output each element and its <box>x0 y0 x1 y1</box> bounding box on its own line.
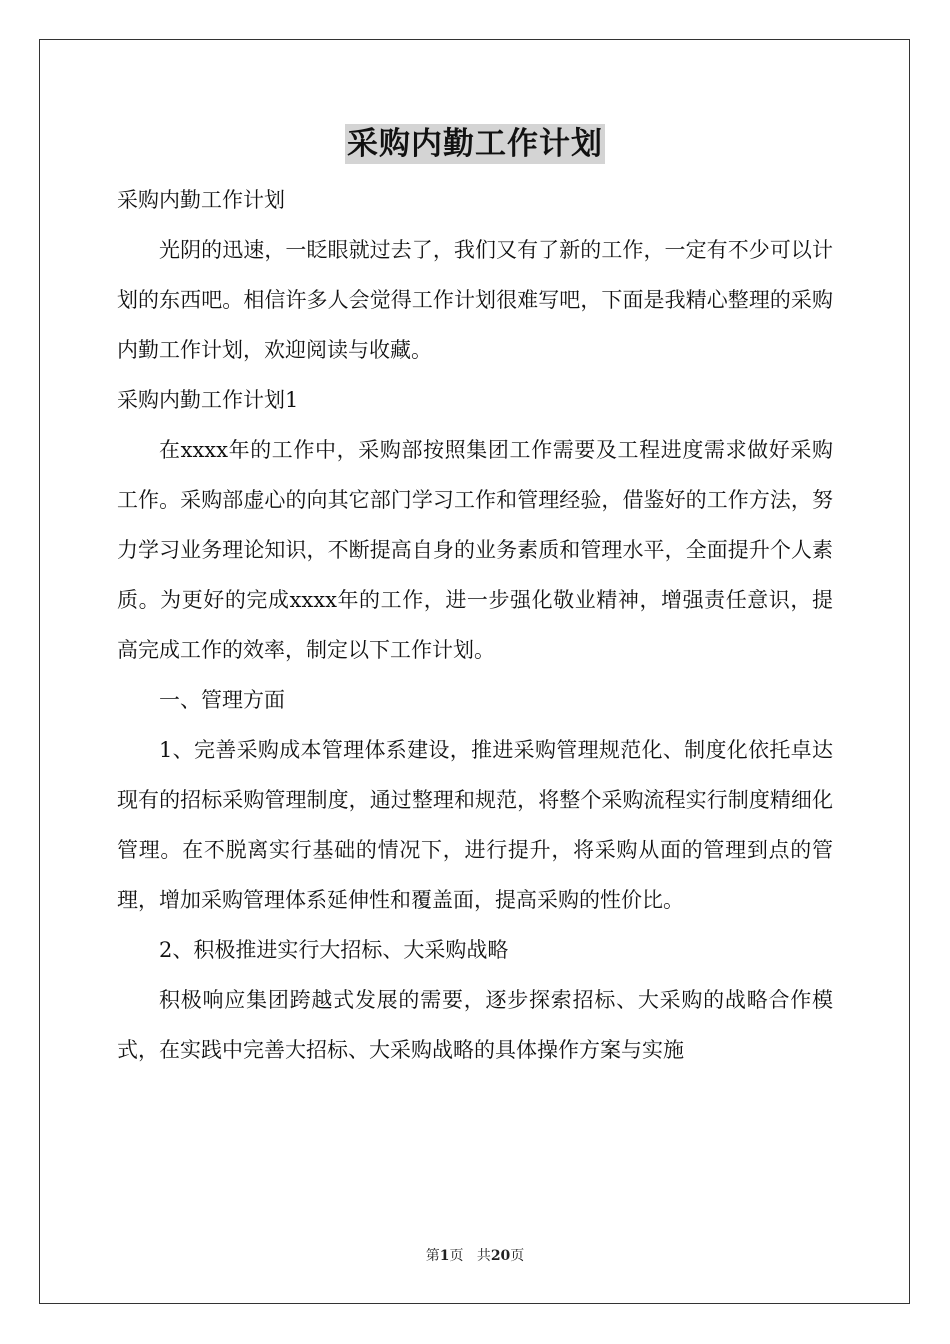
body-paragraph: 积极响应集团跨越式发展的需要，逐步探索招标、大采购的战略合作模式，在实践中完善大招标、大采购战略的具体操作方案与实施 <box>117 988 833 1062</box>
document-body <box>117 175 833 1075</box>
footer-total-suffix: 页 <box>510 1248 525 1264</box>
title-wrap <box>0 124 950 164</box>
body-paragraph: 1、完善采购成本管理体系建设，推进采购管理规范化、制度化依托卓达现有的招标采购管理制度，通过整理和规范，将整个采购流程实行制度精细化管理。在不脱离实行基础的情况下，进行提升，将采购从面的管理到点的管理，增加采购管理体系延伸性和覆盖面，提高采购的性价比。 <box>117 738 833 912</box>
footer-page-suffix: 页 <box>449 1248 464 1264</box>
footer-page-number: 1 <box>439 1248 450 1264</box>
body-paragraph: 在xxxx年的工作中，采购部按照集团工作需要及工程进度需求做好采购工作。采购部虚心的向其它部门学习工作和管理经验，借鉴好的工作方法，努力学习业务理论知识，不断提高自身的业务素质和管理水平，全面提升个人素质。为更好的完成xxxx年的工作，进一步强化敬业精神，增强责任意识，提高完成工作的效率，制定以下工作计划。 <box>117 438 833 662</box>
intro-paragraph: 光阴的迅速，一眨眼就过去了，我们又有了新的工作，一定有不少可以计划的东西吧。相信许多人会觉得工作计划很难写吧，下面是我精心整理的采购内勤工作计划，欢迎阅读与收藏。 <box>117 238 833 362</box>
subheading-item-2: 2、积极推进实行大招标、大采购战略 <box>159 938 509 962</box>
footer-prefix: 第 <box>425 1248 440 1264</box>
document-title: 采购内勤工作计划 <box>347 126 603 162</box>
footer-total-pages: 20 <box>490 1248 511 1264</box>
section-heading-plan-1: 采购内勤工作计划1 <box>117 388 299 412</box>
footer-total-prefix: 共 <box>476 1248 491 1264</box>
page-footer <box>0 1245 950 1265</box>
subtitle-line: 采购内勤工作计划 <box>117 188 285 212</box>
subheading-management: 一、管理方面 <box>159 688 285 712</box>
